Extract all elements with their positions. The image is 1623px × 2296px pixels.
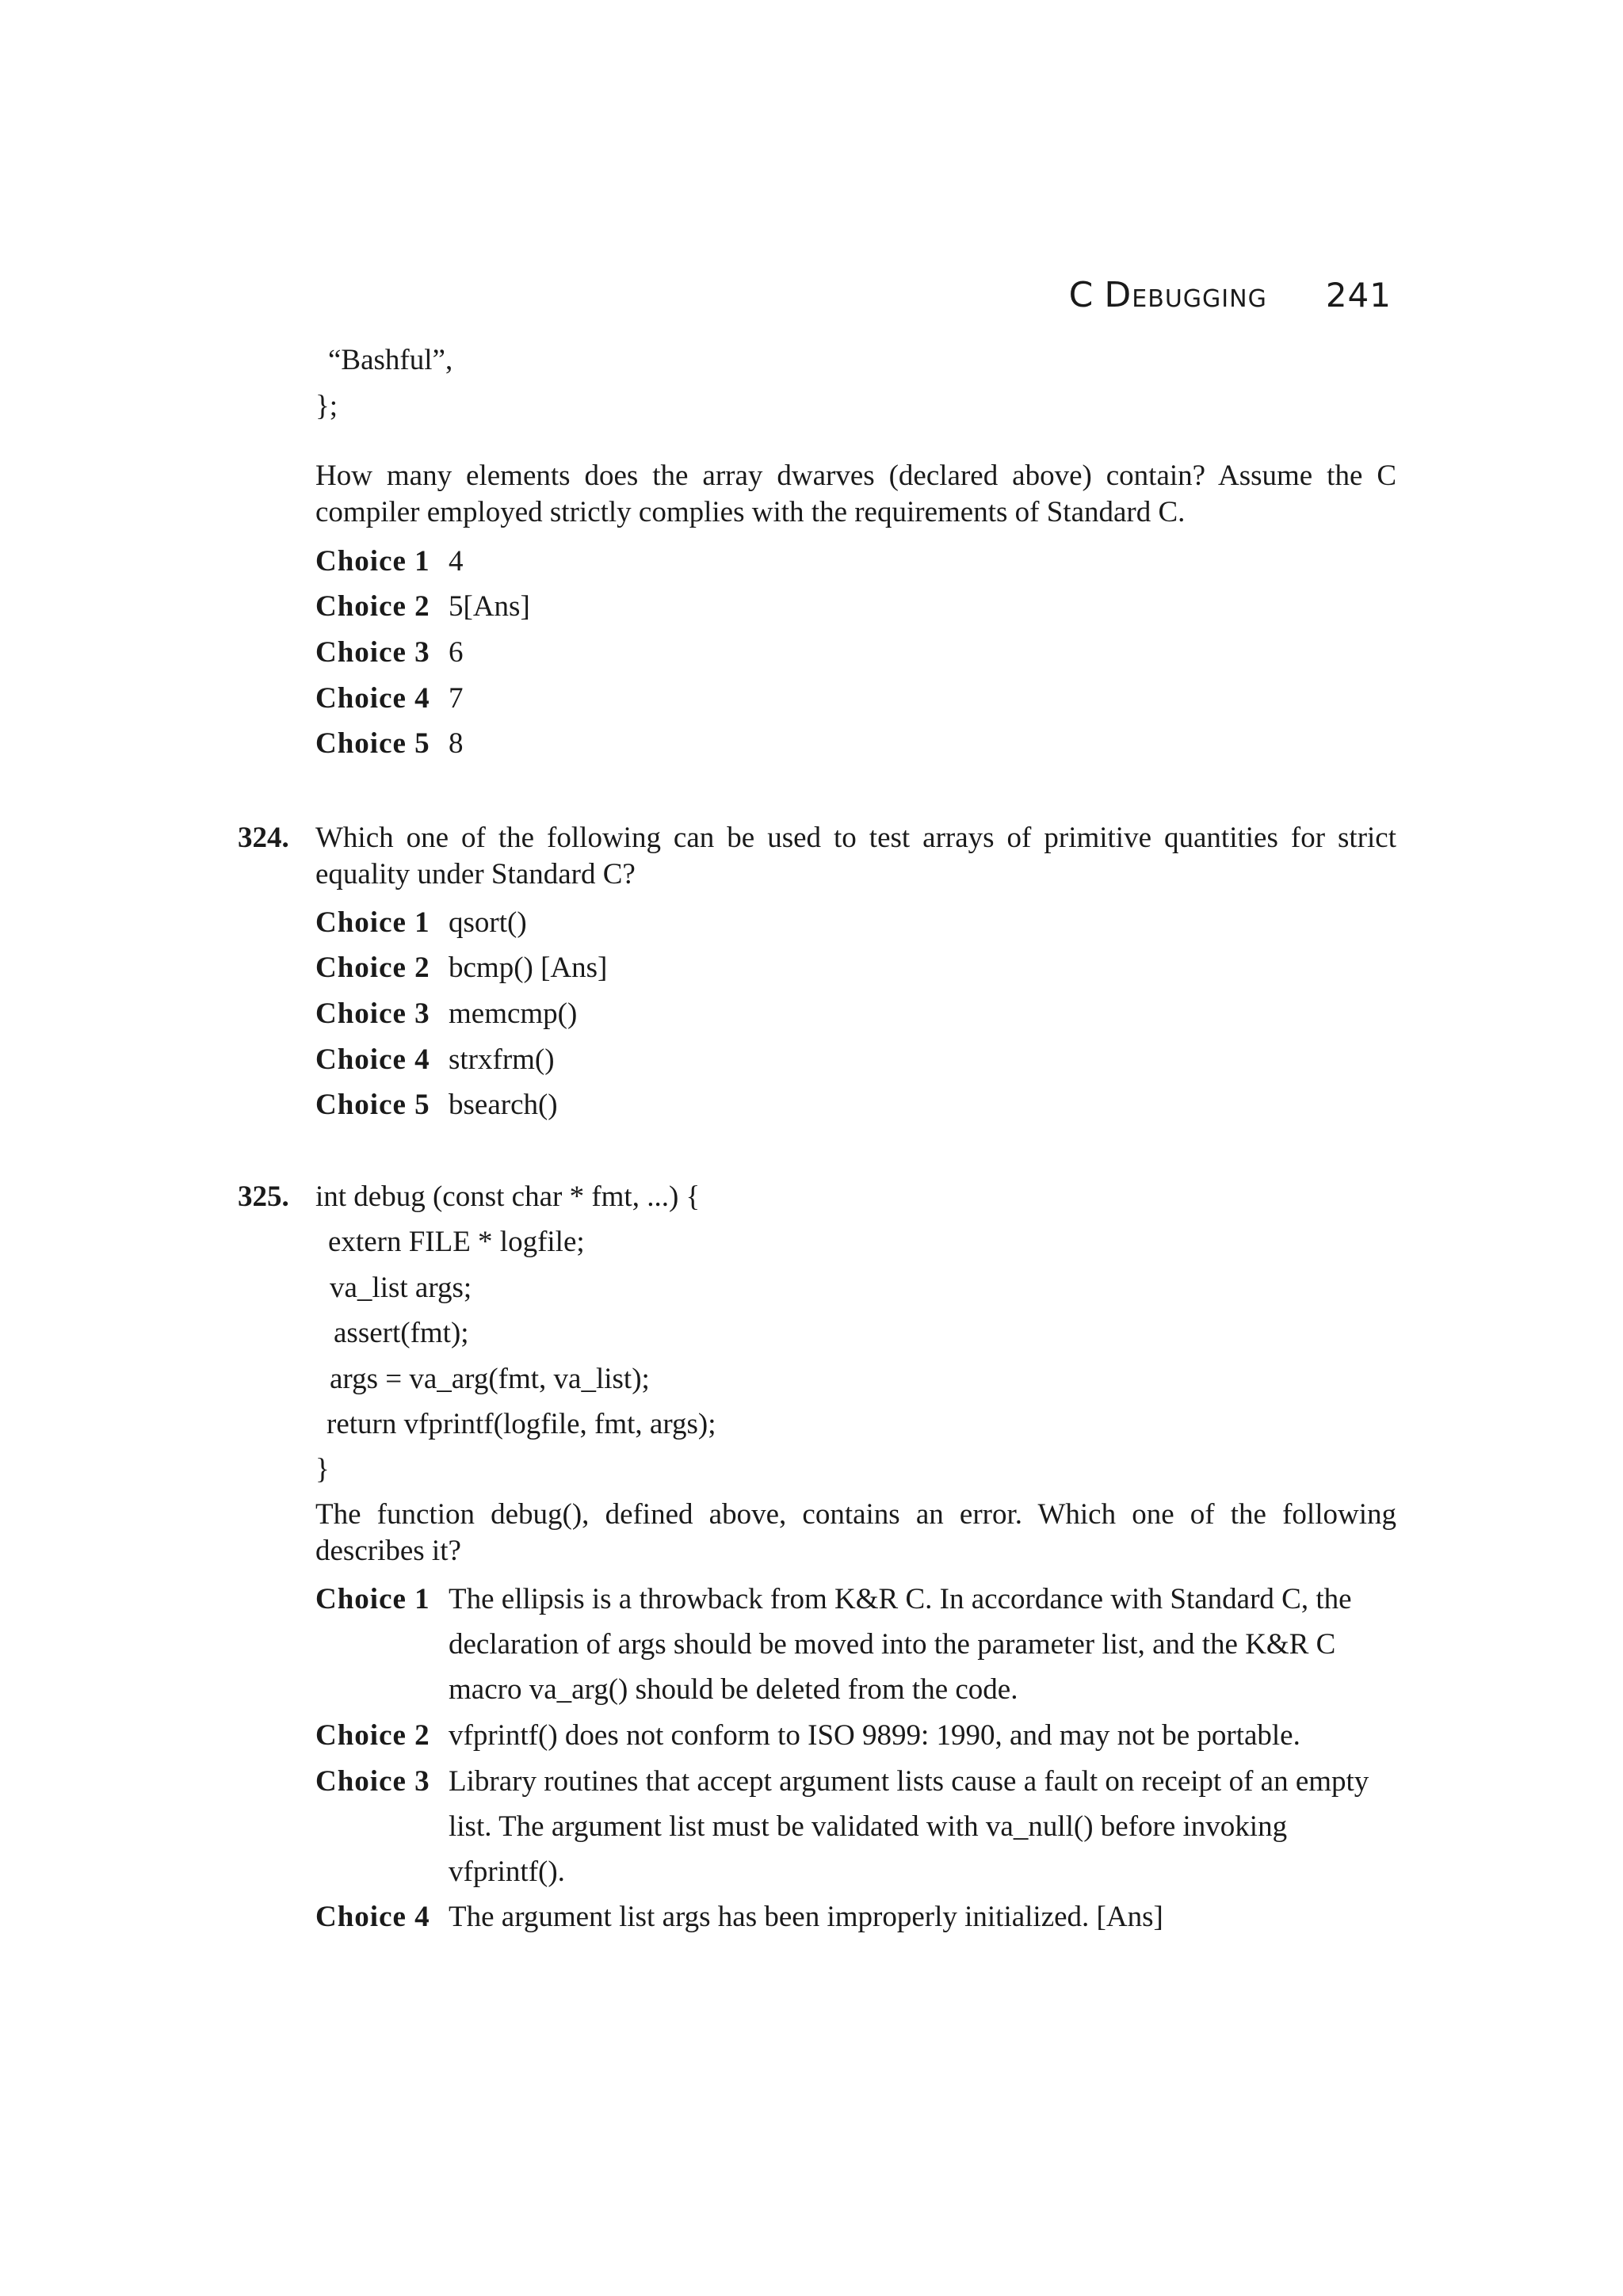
code-line: int debug (const char * fmt, ...) {: [315, 1180, 701, 1213]
choice-item: Choice 5 bsearch(): [315, 1089, 558, 1121]
choice-item: Choice 2 bcmp() [Ans]: [315, 952, 608, 984]
page-number: 241: [1325, 276, 1392, 315]
choice-item: Choice 2 vfprintf() does not conform to ISO 9899: 1990, and may not be portable.: [315, 1719, 1300, 1752]
choice-item: Choice 1 The ellipsis is a throwback from K&R C. In accordance with Standard C, the declaration of args should be moved into the parameter list, and the K&R C macro va_arg() should be deleted from the code.: [315, 1583, 1352, 1706]
code-line: “Bashful”,: [328, 344, 453, 376]
code-line: }: [315, 1453, 330, 1486]
question-text: How many elements does the array dwarves (declared above) contain? Assume the C compiler employed strictly complies with the requirements of Standard C.: [315, 460, 1396, 529]
choice-item: Choice 4 strxfrm(): [315, 1043, 555, 1076]
chapter-title: C DEBUGGING: [1068, 275, 1267, 315]
choice-item: Choice 1 qsort(): [315, 906, 527, 939]
question-number: 325.: [238, 1180, 289, 1213]
code-line: return vfprintf(logfile, fmt, args);: [327, 1408, 716, 1440]
code-line: };: [315, 390, 338, 422]
choice-item: Choice 5 8: [315, 727, 464, 760]
choice-item: Choice 3 memcmp(): [315, 997, 578, 1030]
choice-item: Choice 4 The argument list args has been improperly initialized. [Ans]: [315, 1901, 1163, 1933]
question-text: Which one of the following can be used to test arrays of primitive quantities for strict equality under Standard C?: [315, 822, 1396, 891]
choice-item: Choice 1 4: [315, 545, 464, 578]
choice-item: Choice 3 Library routines that accept argument lists cause a fault on receipt of an empty list. The argument list must be validated with va_null() before invoking vfprintf().: [315, 1765, 1369, 1888]
running-header: [1069, 273, 1392, 317]
code-line: args = va_arg(fmt, va_list);: [330, 1363, 650, 1395]
choice-item: Choice 4 7: [315, 682, 464, 715]
question-number: 324.: [238, 822, 289, 854]
code-line: va_list args;: [330, 1272, 472, 1304]
code-line: extern FILE * logfile;: [328, 1226, 585, 1258]
choice-item: Choice 2 5[Ans]: [315, 590, 530, 623]
question-text: The function debug(), defined above, contains an error. Which one of the following describes it?: [315, 1498, 1396, 1568]
choice-item: Choice 3 6: [315, 636, 464, 669]
code-line: assert(fmt);: [334, 1317, 469, 1349]
